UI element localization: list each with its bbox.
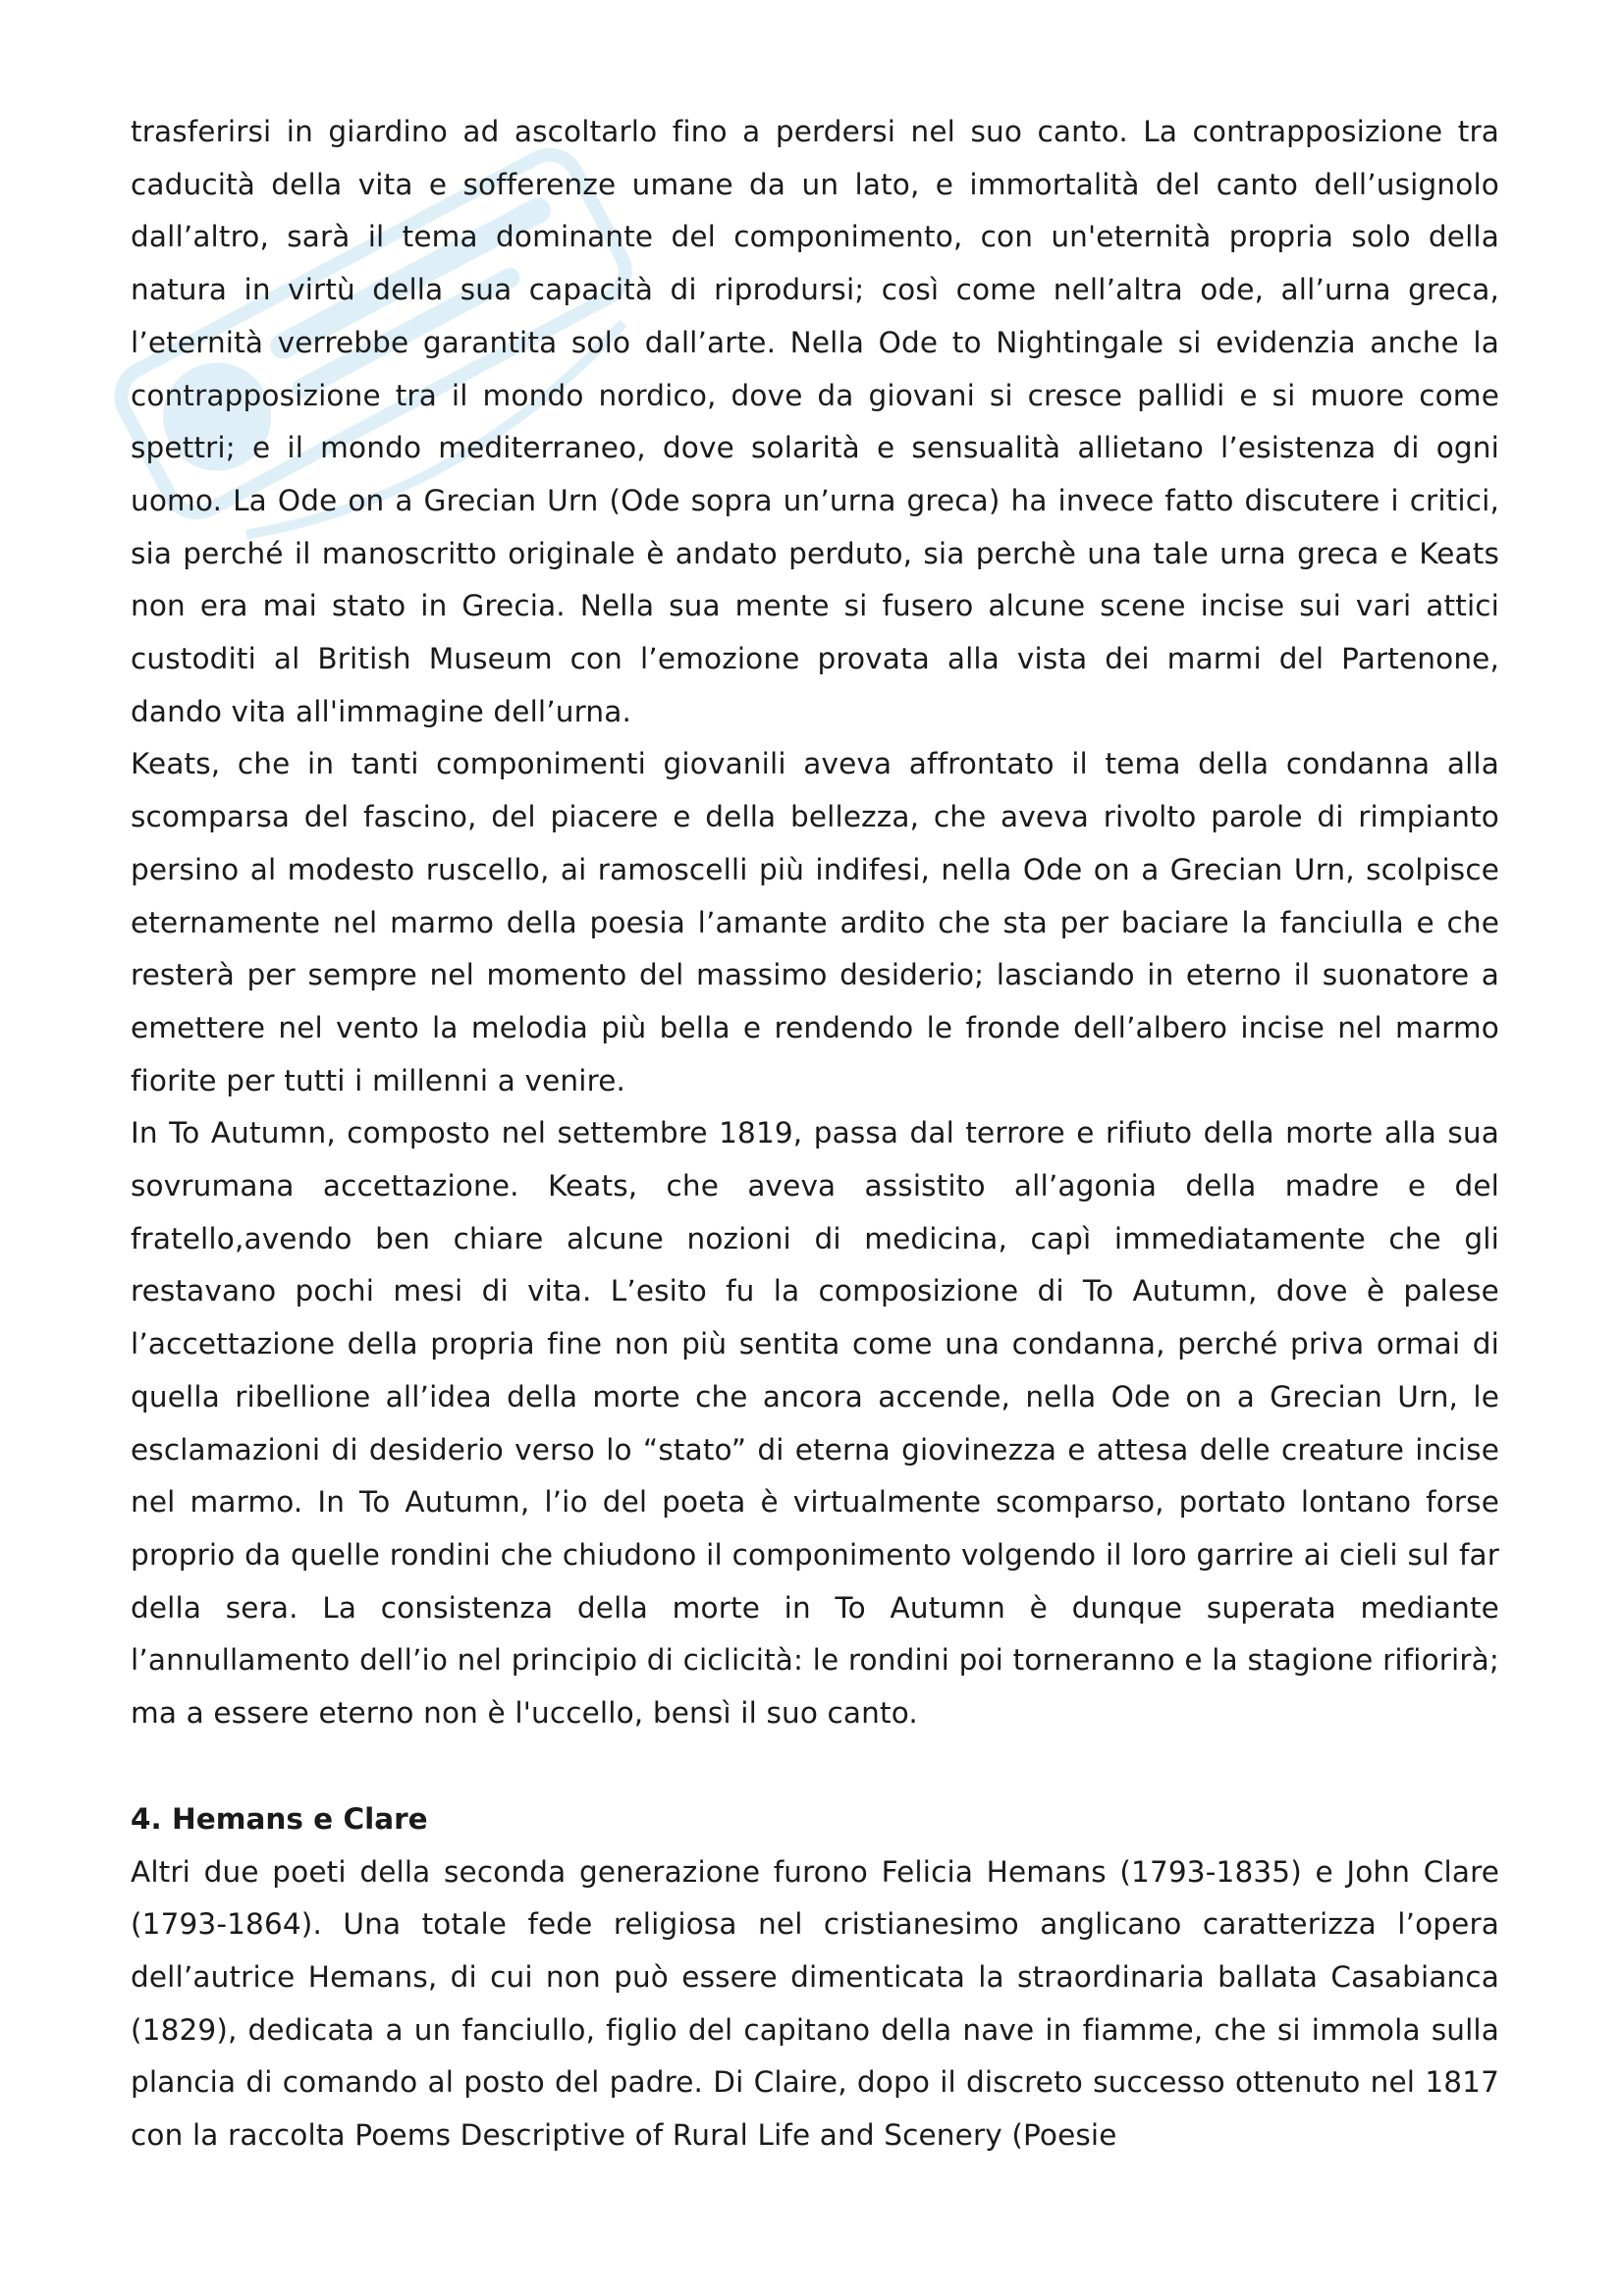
body-paragraph-1: trasferirsi in giardino ad ascoltarlo fino a perdersi nel suo canto. La contrapposizione tra caducità della vita e sofferenze umane da un lato, e immortalità del canto dell’usignolo dall’altro, sarà il tema dominante del componimento, con un'eternità propria solo della natura in virtù della sua capacità di riprodursi; così come nell’altra ode, all’urna greca, l’eternità verrebbe garantita solo dall’arte. Nella Ode to Nightingale si evidenzia anche la contrapposizione tra il mondo nordico, dove da giovani si cresce pallidi e si muore come spettri; e il mondo mediterraneo, dove solarità e sensualità allietano l’esistenza di ogni uomo. La Ode on a Grecian Urn (Ode sopra un’urna greca) ha invece fatto discutere i critici, sia perché il manoscritto originale è andato perduto, sia perchè una tale urna greca e Keats non era mai stato in Grecia. Nella sua mente si fusero alcune scene incise sui vari attici custoditi al British Museum con l’emozione provata alla vista dei marmi del Partenone, dando vita all'immagine dell’urna.: [131, 115, 1499, 728]
section-paragraph: Altri due poeti della seconda generazione furono Felicia Hemans (1793-1835) e John Clare (1793-1864). Una totale fede religiosa nel cristianesimo anglicano caratterizza l’opera dell’autrice Hemans, di cui non può essere dimenticata la straordinaria ballata Casabianca (1829), dedicata a un fanciullo, figlio del capitano della nave in fiamme, che si immola sulla plancia di comando al posto del padre. Di Claire, dopo il discreto successo ottenuto nel 1817 con la raccolta Poems Descriptive of Rural Life and Scenery (Poesie: [131, 1854, 1499, 2153]
section-heading: 4. Hemans e Clare: [131, 1801, 428, 1836]
body-paragraph-3: In To Autumn, composto nel settembre 1819, passa dal terrore e rifiuto della morte alla sua sovrumana accettazione. Keats, che aveva assistito all’agonia della madre e del fratello,avendo ben chiare alcune nozioni di medicina, capì immediatamente che gli restavano pochi mesi di vita. L’esito fu la composizione di To Autumn, dove è palese l’accettazione della propria fine non più sentita come una condanna, perché priva ormai di quella ribellione all’idea della morte che ancora accende, nella Ode on a Grecian Urn, le esclamazioni di desiderio verso lo “stato” di eterna giovinezza e attesa delle creature incise nel marmo. In To Autumn, l’io del poeta è virtualmente scomparso, portato lontano forse proprio da quelle rondini che chiudono il componimento volgendo il loro garrire ai cieli sul far della sera. La consistenza della morte in To Autumn è dunque superata mediante l’annullamento dell’io nel principio di ciclicità: le rondini poi torneranno e la stagione rifiorirà; ma a essere eterno non è l'uccello, bensì il suo canto.: [131, 1116, 1499, 1731]
body-paragraph-2: Keats, che in tanti componimenti giovanili aveva affrontato il tema della condanna alla scomparsa del fascino, del piacere e della bellezza, che aveva rivolto parole di rimpianto persino al modesto ruscello, ai ramoscelli più indifesi, nella Ode on a Grecian Urn, scolpisce eternamente nel marmo della poesia l’amante ardito che sta per baciare la fanciulla e che resterà per sempre nel momento del massimo desiderio; lasciando in eterno il suonatore a emettere nel vento la melodia più bella e rendendo le fronde dell’albero incise nel marmo fiorite per tutti i millenni a venire.: [131, 747, 1499, 1097]
document-page: [131, 106, 1499, 2163]
